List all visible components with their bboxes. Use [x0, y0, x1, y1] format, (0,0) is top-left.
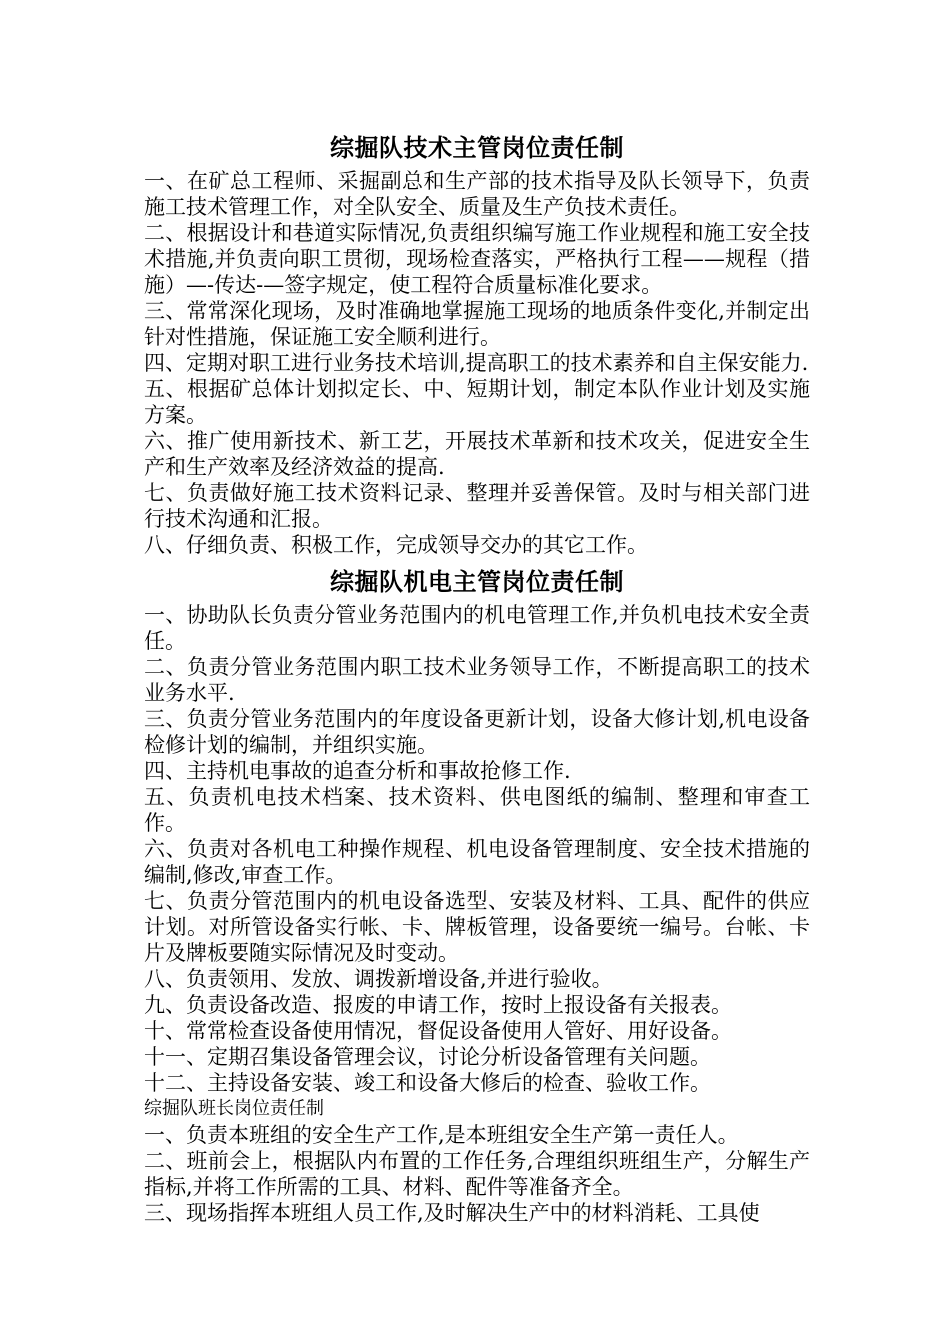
technical-item-7: 七、负责做好施工技术资料记录、整理并妥善保管。及时与相关部门进行技术沟通和汇报。	[144, 481, 810, 531]
section-title-team-leader: 综掘队班长岗位责任制	[144, 1098, 324, 1119]
electromechanical-item-8: 八、负责领用、发放、调拨新增设备,并进行验收。	[144, 967, 613, 991]
electromechanical-item-9: 九、负责设备改造、报废的申请工作，按时上报设备有关报表。	[144, 993, 732, 1017]
section-title-technical-supervisor: 综掘队技术主管岗位责任制	[330, 133, 624, 162]
team-leader-item-3: 三、现场指挥本班组人员工作,及时解决生产中的材料消耗、工具使	[144, 1201, 760, 1225]
electromechanical-item-7: 七、负责分管范围内的机电设备选型、安装及材料、工具、配件的供应计划。对所管设备实行帐、卡、牌板管理，设备要统一编号。台帐、卡片及牌板要随实际情况及时变动。	[144, 889, 810, 965]
technical-item-1: 一、在矿总工程师、采掘副总和生产部的技术指导及队长领导下，负责施工技术管理工作，对全队安全、质量及生产负技术责任。	[144, 169, 810, 219]
technical-item-6: 六、推广使用新技术、新工艺，开展技术革新和技术攻关，促进安全生产和生产效率及经济效益的提高.	[144, 429, 810, 479]
electromechanical-item-6: 六、负责对各机电工种操作规程、机电设备管理制度、安全技术措施的编制,修改,审查工作。	[144, 837, 810, 887]
technical-item-8: 八、仔细负责、积极工作，完成领导交办的其它工作。	[144, 533, 648, 557]
technical-item-3: 三、常常深化现场，及时准确地掌握施工现场的地质条件变化,并制定出针对性措施，保证施工安全顺利进行。	[144, 299, 810, 349]
electromechanical-item-3: 三、负责分管业务范围内的年度设备更新计划，设备大修计划,机电设备检修计划的编制，并组织实施。	[144, 707, 810, 757]
electromechanical-item-1: 一、协助队长负责分管业务范围内的机电管理工作,并负机电技术安全责任。	[144, 603, 810, 653]
electromechanical-item-10: 十、常常检查设备使用情况，督促设备使用人管好、用好设备。	[144, 1019, 732, 1043]
technical-item-4: 四、定期对职工进行业务技术培训,提高职工的技术素养和自主保安能力.	[144, 351, 809, 375]
section-title-electromechanical-supervisor: 综掘队机电主管岗位责任制	[330, 567, 624, 596]
technical-item-5: 五、根据矿总体计划拟定长、中、短期计划，制定本队作业计划及实施方案。	[144, 377, 810, 427]
team-leader-item-2: 二、班前会上，根据队内布置的工作任务,合理组织班组生产，分解生产指标,并将工作所需的工具、材料、配件等准备齐全。	[144, 1149, 810, 1199]
electromechanical-item-11: 十一、定期召集设备管理会议，讨论分析设备管理有关问题。	[144, 1045, 711, 1069]
document-page	[144, 128, 810, 1226]
electromechanical-item-5: 五、负责机电技术档案、技术资料、供电图纸的编制、整理和审查工作。	[144, 785, 810, 835]
technical-item-2: 二、根据设计和巷道实际情况,负责组织编写施工作业规程和施工安全技术措施,并负责向职工贯彻，现场检查落实，严格执行工程——规程（措施）—-传达-—签字规定，使工程符合质量标准化要求。	[144, 221, 810, 297]
electromechanical-item-4: 四、主持机电事故的追查分析和事故抢修工作.	[144, 759, 571, 783]
electromechanical-item-12: 十二、主持设备安装、竣工和设备大修后的检查、验收工作。	[144, 1071, 711, 1095]
electromechanical-item-2: 二、负责分管业务范围内职工技术业务领导工作，不断提高职工的技术业务水平.	[144, 655, 810, 705]
team-leader-item-1: 一、负责本班组的安全生产工作,是本班组安全生产第一责任人。	[144, 1123, 739, 1147]
